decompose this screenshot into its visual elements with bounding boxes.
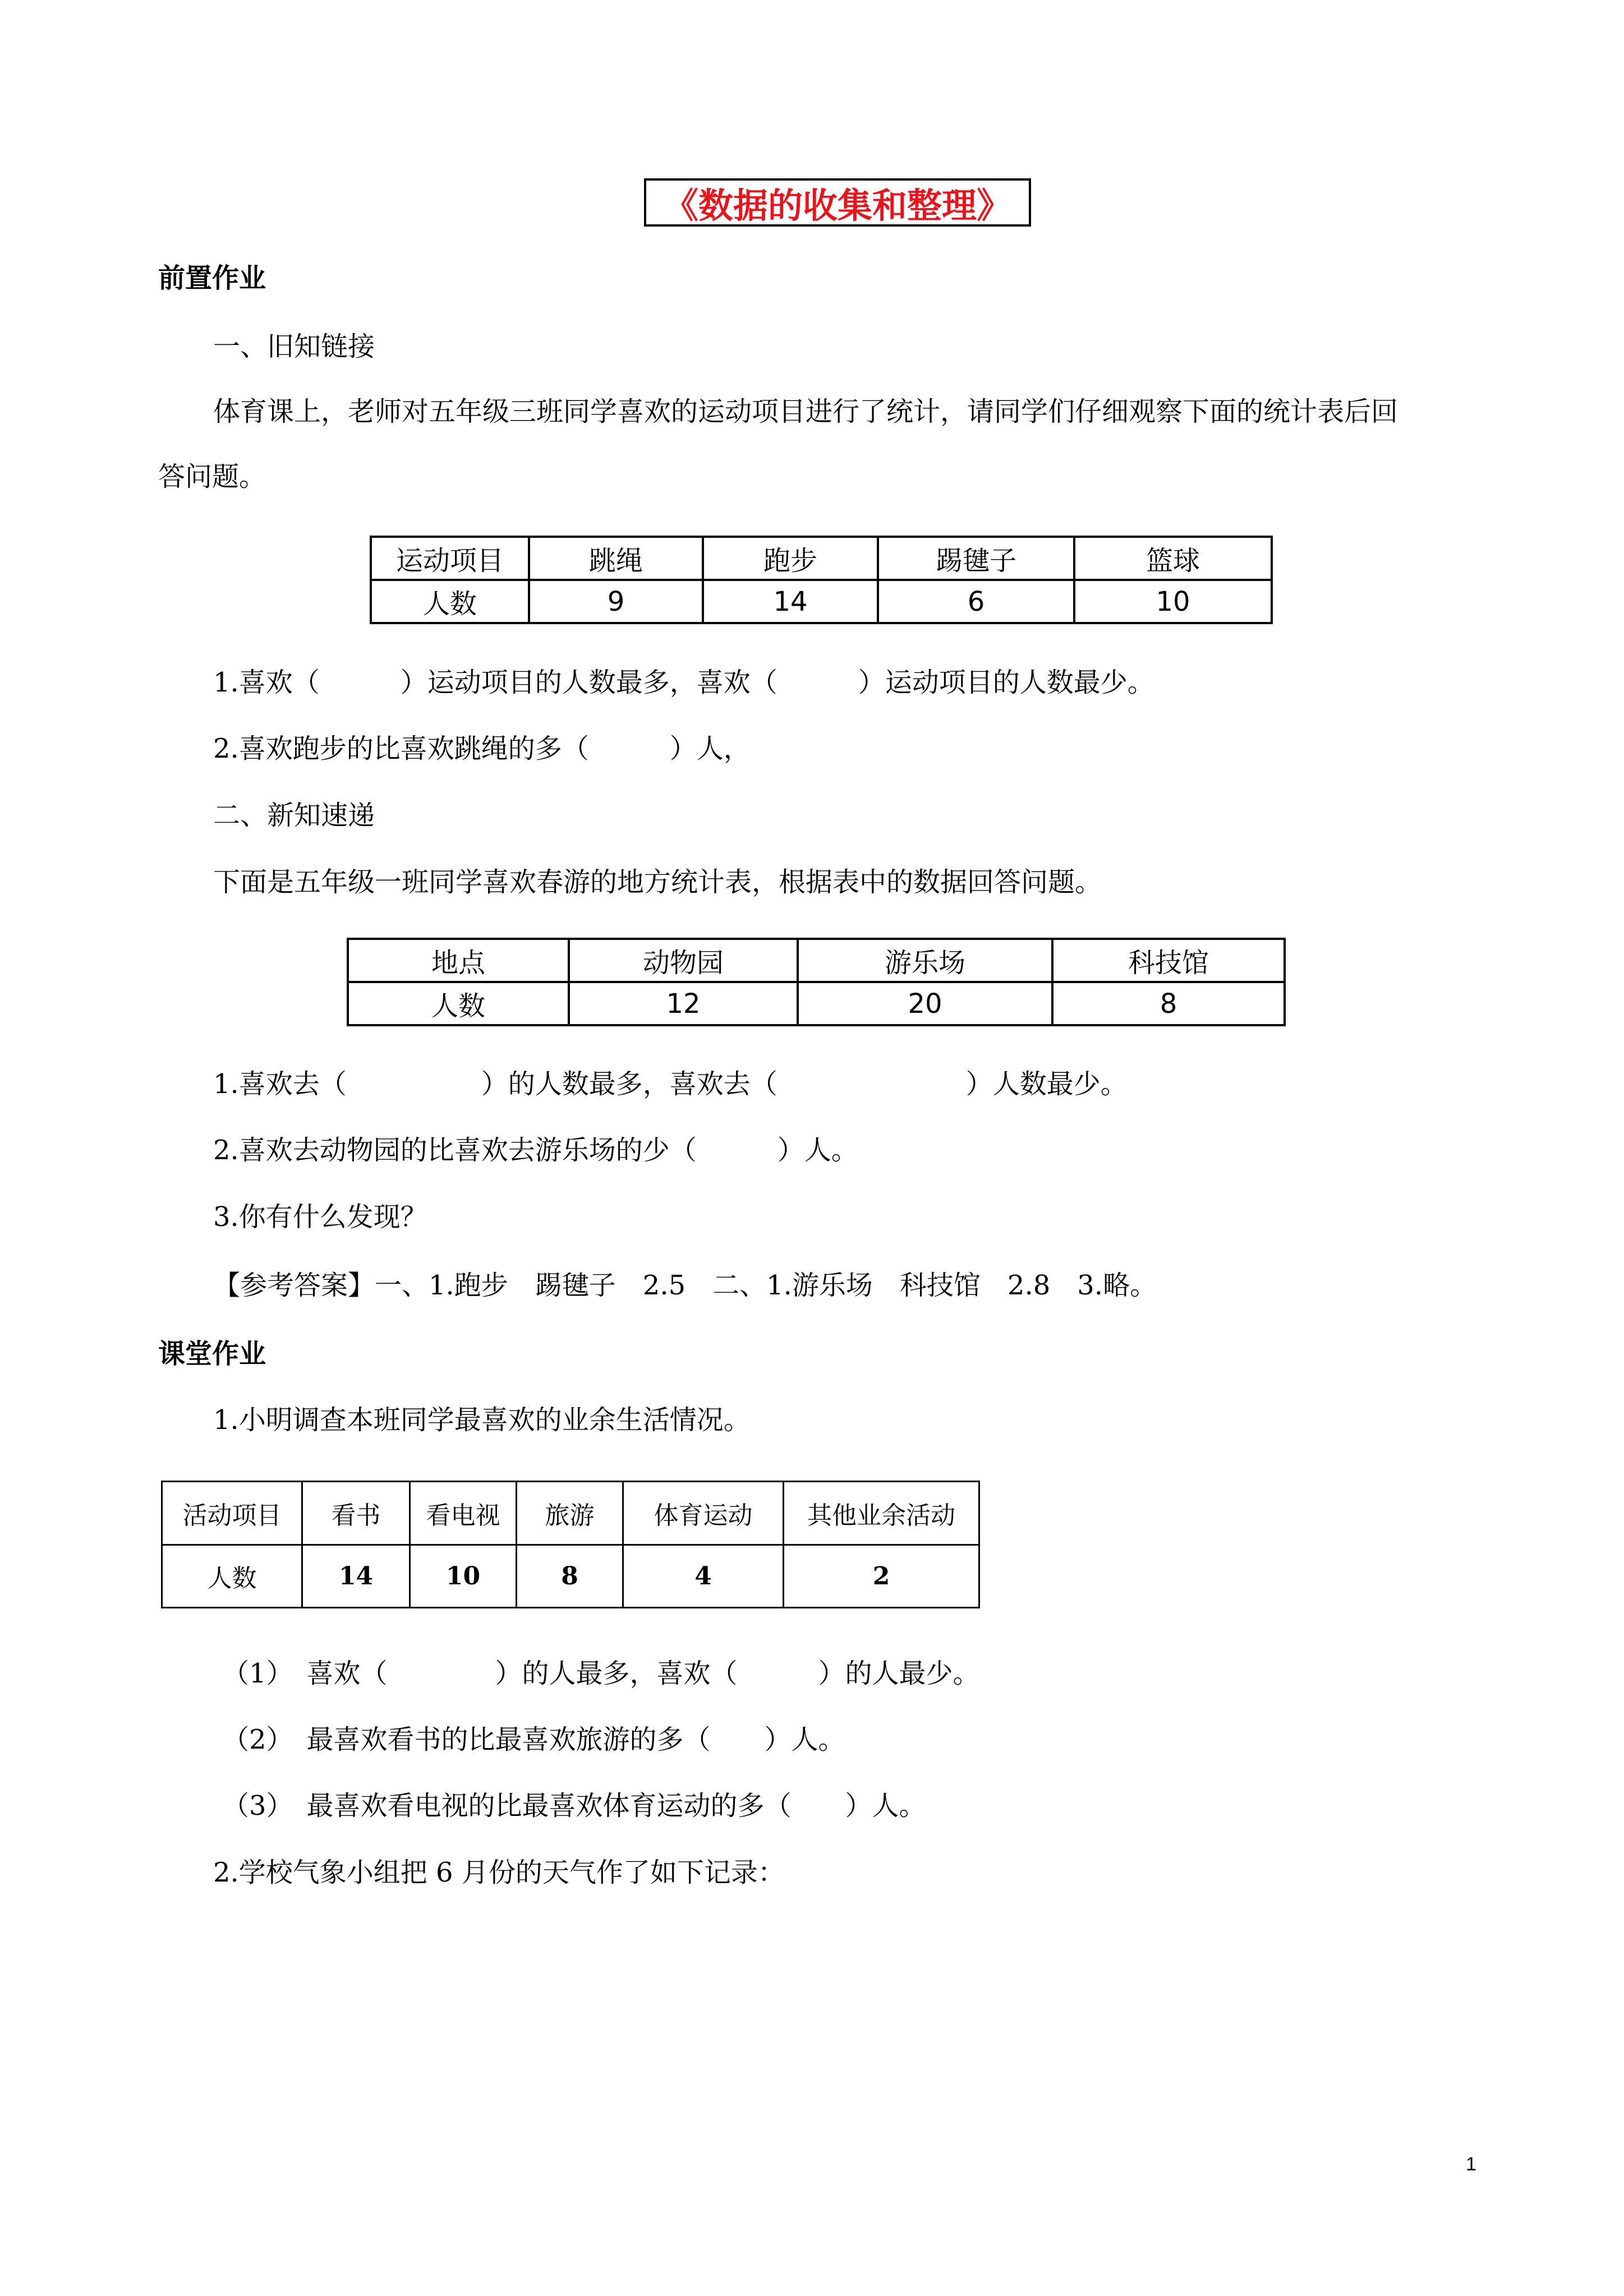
part1-intro-line2: 答问题。 <box>158 461 266 492</box>
table-row <box>348 982 1285 1025</box>
table-cell: 20 <box>798 982 1052 1025</box>
sub-question-1: （1） 喜欢（ ）的人最多，喜欢（ ）的人最少。 <box>222 1658 980 1689</box>
table-row <box>371 580 1272 623</box>
table-cell: 10 <box>410 1545 517 1608</box>
table-cell: 9 <box>529 580 703 623</box>
table-row <box>348 939 1285 982</box>
table-cell: 8 <box>517 1545 623 1608</box>
table-cell: 人数 <box>162 1545 302 1608</box>
class-question-1: 1.小明调查本班同学最喜欢的业余生活情况。 <box>213 1404 751 1436</box>
question-5: 3.你有什么发现？ <box>213 1201 427 1233</box>
table-cell: 看电视 <box>410 1482 517 1545</box>
part2-intro: 下面是五年级一班同学喜欢春游的地方统计表，根据表中的数据回答问题。 <box>213 866 1102 898</box>
table-cell: 体育运动 <box>623 1482 784 1545</box>
section-heading-pre: 前置作业 <box>158 262 266 294</box>
table-cell: 人数 <box>371 580 529 623</box>
section-heading-class: 课堂作业 <box>158 1338 266 1370</box>
reference-answer: 【参考答案】一、1.跑步 踢毽子 2.5 二、1.游乐场 科技馆 2.8 3.略。 <box>213 1270 1157 1301</box>
table-row <box>162 1482 979 1545</box>
sports-table <box>370 536 1273 624</box>
table-cell: 其他业余活动 <box>784 1482 979 1545</box>
table-cell: 跳绳 <box>529 537 703 580</box>
table-row <box>371 537 1272 580</box>
sub-question-2: （2） 最喜欢看书的比最喜欢旅游的多（ ）人。 <box>222 1724 845 1755</box>
part1-title: 一、旧知链接 <box>213 331 375 362</box>
table-cell: 人数 <box>348 982 569 1025</box>
table-cell: 10 <box>1074 580 1272 623</box>
table-cell: 科技馆 <box>1052 939 1285 982</box>
table-cell: 跑步 <box>703 537 878 580</box>
question-3: 1.喜欢去（ ）的人数最多，喜欢去（ ）人数最少。 <box>213 1068 1128 1100</box>
table-cell: 14 <box>703 580 878 623</box>
page-number: 1 <box>1466 2154 1476 2175</box>
spring-trip-table <box>347 938 1286 1026</box>
sub-question-3: （3） 最喜欢看电视的比最喜欢体育运动的多（ ）人。 <box>222 1790 926 1822</box>
table-row <box>162 1545 979 1608</box>
table-cell: 2 <box>784 1545 979 1608</box>
part2-title: 二、新知速递 <box>213 800 375 831</box>
question-2: 2.喜欢跑步的比喜欢跳绳的多（ ）人， <box>213 733 751 764</box>
table-cell: 看书 <box>302 1482 410 1545</box>
question-4: 2.喜欢去动物园的比喜欢去游乐场的少（ ）人。 <box>213 1135 858 1166</box>
table-cell: 地点 <box>348 939 569 982</box>
table-cell: 动物园 <box>569 939 798 982</box>
table-cell: 8 <box>1052 982 1285 1025</box>
table-cell: 活动项目 <box>162 1482 302 1545</box>
document-title: 《数据的收集和整理》 <box>644 178 1031 227</box>
table-cell: 6 <box>878 580 1074 623</box>
question-1: 1.喜欢（ ）运动项目的人数最多，喜欢（ ）运动项目的人数最少。 <box>213 667 1154 698</box>
part1-intro-line1: 体育课上，老师对五年级三班同学喜欢的运动项目进行了统计，请同学们仔细观察下面的统计表后回 <box>213 396 1398 427</box>
table-cell: 游乐场 <box>798 939 1052 982</box>
table-cell: 运动项目 <box>371 537 529 580</box>
hobbies-table <box>161 1481 980 1608</box>
table-cell: 篮球 <box>1074 537 1272 580</box>
table-cell: 4 <box>623 1545 784 1608</box>
table-cell: 旅游 <box>517 1482 623 1545</box>
class-question-2: 2.学校气象小组把 6 月份的天气作了如下记录： <box>213 1857 785 1888</box>
table-cell: 14 <box>302 1545 410 1608</box>
table-cell: 12 <box>569 982 798 1025</box>
table-cell: 踢毽子 <box>878 537 1074 580</box>
